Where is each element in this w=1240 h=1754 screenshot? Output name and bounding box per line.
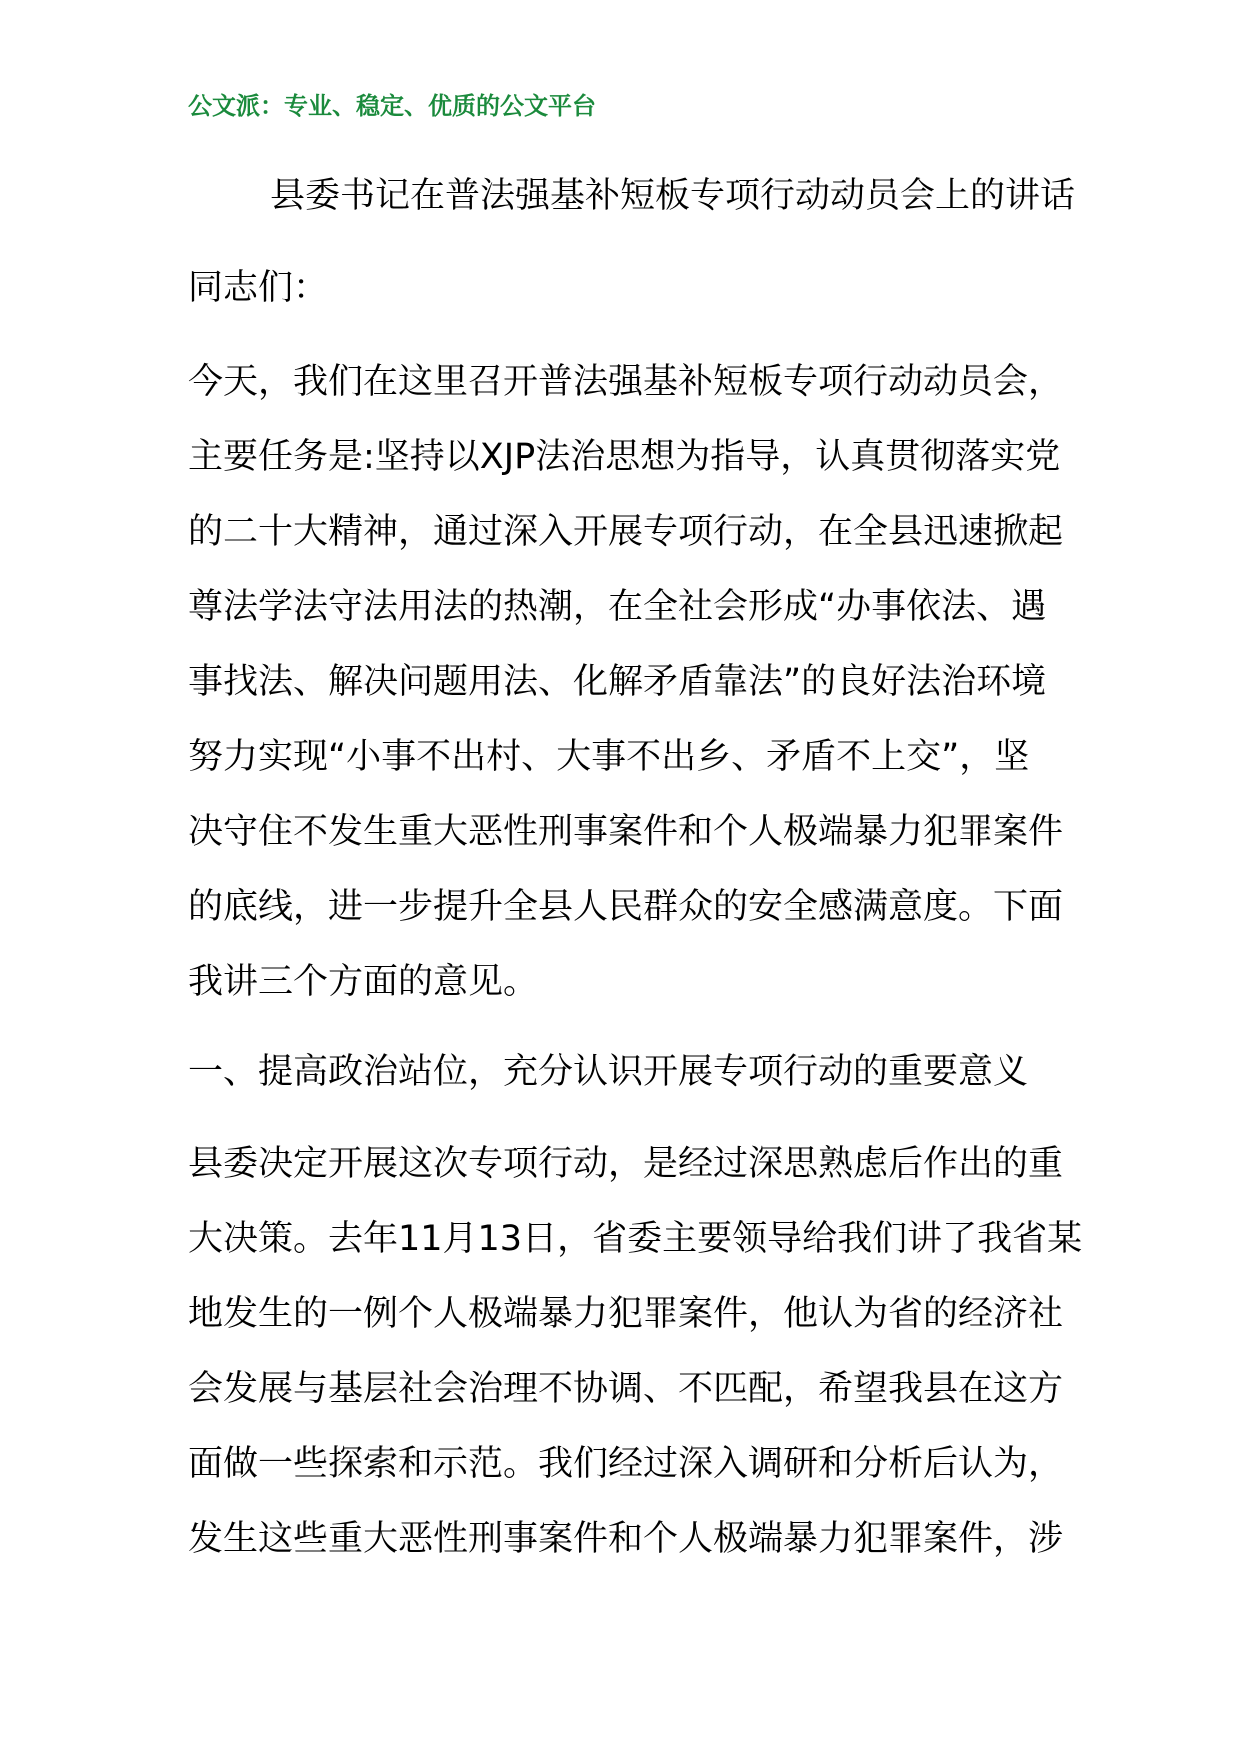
header-tagline: 公文派：专业、稳定、优质的公文平台	[188, 92, 596, 120]
text-line: 地发生的一例个人极端暴力犯罪案件，他认为省的经济社	[188, 1294, 1064, 1334]
text-line: 县委决定开展这次专项行动，是经过深思熟虑后作出的重	[188, 1144, 1064, 1184]
text-line: 发生这些重大恶性刑事案件和个人极端暴力犯罪案件，涉	[188, 1519, 1064, 1559]
text-line: 的二十大精神，通过深入开展专项行动，在全县迅速掀起	[188, 512, 1064, 552]
text-line: 尊法学法守法用法的热潮，在全社会形成“办事依法、遇	[188, 587, 1047, 627]
text-line: 决守住不发生重大恶性刑事案件和个人极端暴力犯罪案件	[188, 812, 1064, 852]
section-heading-1: 一、提高政治站位，充分认识开展专项行动的重要意义	[188, 1052, 1029, 1092]
paragraph-section1	[188, 1140, 1083, 1590]
document-title: 县委书记在普法强基补短板专项行动动员会上的讲话	[270, 176, 1076, 216]
text-line: 主要任务是:坚持以XJP法治思想为指导，认真贯彻落实党	[188, 437, 1061, 477]
text-line: 的底线，进一步提升全县人民群众的安全感满意度。下面	[188, 887, 1064, 927]
text-line: 努力实现“小事不出村、大事不出乡、矛盾不上交”，坚	[188, 737, 1030, 777]
text-line: 会发展与基层社会治理不协调、不匹配，希望我县在这方	[188, 1369, 1064, 1409]
text-line: 面做一些探索和示范。我们经过深入调研和分析后认为，	[188, 1444, 1064, 1484]
text-line: 我讲三个方面的意见。	[188, 962, 539, 1002]
paragraph-intro	[188, 358, 1064, 1033]
text-line: 事找法、解决问题用法、化解矛盾靠法”的良好法治环境	[188, 662, 1047, 702]
text-line: 今天，我们在这里召开普法强基补短板专项行动动员会，	[188, 362, 1064, 402]
text-line: 大决策。去年11月13日，省委主要领导给我们讲了我省某	[188, 1219, 1083, 1259]
salutation: 同志们：	[188, 268, 329, 308]
